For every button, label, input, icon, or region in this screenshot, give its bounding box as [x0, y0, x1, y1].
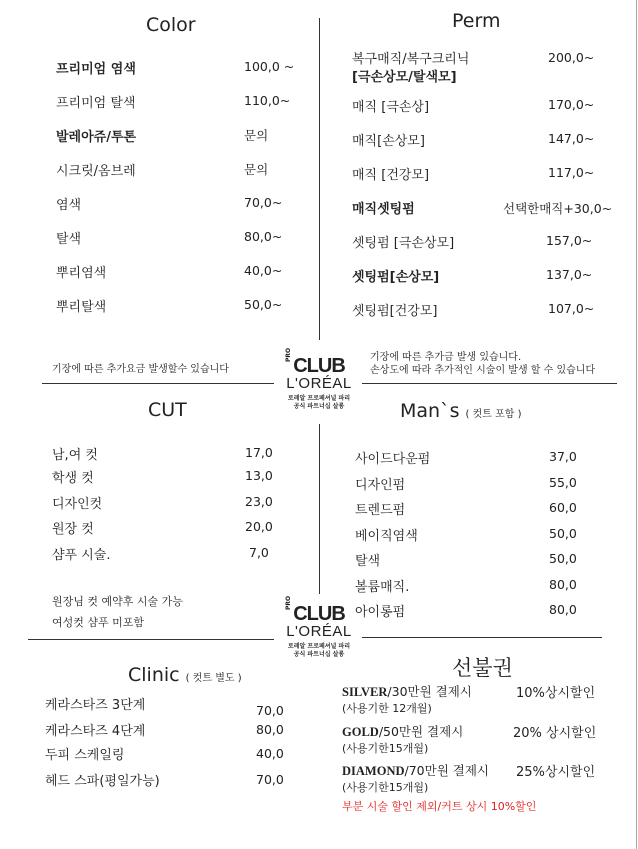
item-price: 170,0~ [548, 97, 595, 112]
clinic-title-text: Clinic [128, 664, 180, 686]
item-price: 137,0~ [546, 267, 593, 282]
item-name: 디자인컷 [52, 497, 103, 512]
item-price: 문의 [244, 128, 269, 143]
prepaid-amount: /70만원 결제시 [404, 763, 489, 778]
item-name: 시크릿/옴브레 [56, 164, 136, 179]
logo-caption-2: 공식 파트너십 살롱 [293, 403, 345, 410]
mans-title [400, 400, 522, 422]
cut-note-1: 원장님 컷 예약후 시술 가능 [52, 595, 183, 608]
center-divider-top [319, 18, 320, 340]
item-price: 7,0 [249, 545, 269, 560]
divider-left-1 [42, 383, 274, 384]
logo-club: CLUB [293, 603, 345, 625]
item-price: 80,0 [549, 577, 577, 592]
item-name: 매직셋팅펌 [352, 202, 415, 217]
item-name: 원장 컷 [52, 522, 94, 537]
perm-note-1: 기장에 따른 추가금 발생 있습니다. [370, 352, 522, 363]
prepaid-title: 선불권 [452, 656, 513, 680]
item-name: 케라스타즈 3단계 [45, 698, 146, 713]
item-name: 탈색 [355, 554, 381, 569]
item-price: 80,0 [549, 602, 577, 617]
item-price: 107,0~ [548, 301, 595, 316]
item-price: 55,0 [549, 475, 577, 490]
item-name: 디자인펌 [355, 478, 406, 493]
item-price: 200,0~ [548, 50, 595, 65]
item-name: 케라스타즈 4단계 [45, 724, 146, 739]
item-price: 70,0 [256, 703, 284, 718]
item-name: 프리미엄 탈색 [56, 96, 136, 111]
item-price: 60,0 [549, 500, 577, 515]
mans-subtitle: ( 컷트 포함 ) [465, 409, 522, 420]
item-name: 셋팅펌[건강모] [352, 304, 438, 319]
item-price: 40,0~ [244, 263, 283, 278]
item-name: 매직[손상모] [352, 134, 425, 149]
clinic-subtitle: ( 컷트 별도 ) [185, 673, 242, 684]
item-name: 셋팅펌[손상모] [352, 270, 440, 285]
item-name: 학생 컷 [52, 471, 94, 486]
prepaid-note: 부분 시술 할인 제외/커트 상시 10%할인 [342, 800, 537, 813]
item-name: 뿌리탈색 [56, 300, 107, 315]
item-price: 40,0 [256, 746, 284, 761]
prepaid-period: (사용기한15개월) [342, 742, 429, 755]
item-price: 147,0~ [548, 131, 595, 146]
prepaid-tier: GOLD [342, 725, 379, 739]
prepaid-discount: 25%상시할인 [516, 765, 596, 780]
item-price: 80,0 [256, 722, 284, 737]
item-price: 20,0 [245, 519, 273, 534]
item-name: 매직 [극손상] [352, 100, 430, 115]
item-name: 두피 스케일링 [45, 748, 125, 763]
prepaid-offer [342, 682, 472, 700]
club-loreal-logo [284, 347, 354, 411]
item-price: 110,0~ [244, 93, 291, 108]
prepaid-discount: 10%상시할인 [516, 686, 596, 701]
prepaid-tier: DIAMOND [342, 764, 405, 778]
item-name: 남,여 컷 [52, 448, 98, 463]
item-name: 아이롱펌 [355, 605, 406, 620]
item-name: 헤드 스파(평일가능) [45, 774, 160, 789]
logo-loreal: L'ORÉAL [286, 623, 352, 640]
club-loreal-logo [284, 595, 354, 659]
divider-left-2 [28, 639, 274, 640]
item-name: 복구매직/복구크리닉 [352, 52, 470, 67]
cut-note-2: 여성컷 샴푸 미포함 [52, 616, 145, 629]
item-price: 17,0 [245, 445, 273, 460]
page-border-right [636, 0, 637, 849]
item-price: 50,0~ [244, 297, 283, 312]
logo-caption-1: 로레알 프로페셔널 파리 [287, 395, 351, 402]
item-name: 트렌드펌 [355, 503, 406, 518]
item-name: 탈색 [56, 232, 82, 247]
item-price: 100,0 ~ [244, 59, 295, 74]
center-divider-middle [319, 424, 320, 594]
perm-title: Perm [452, 10, 501, 32]
mans-title-text: Man`s [400, 400, 460, 422]
item-price: 13,0 [245, 468, 273, 483]
divider-right-2 [362, 637, 602, 638]
item-price: 70,0~ [244, 195, 283, 210]
prepaid-period: (사용기한 12개월) [342, 702, 432, 715]
item-price: 선택한매직+30,0~ [503, 201, 613, 216]
item-name: 발레아쥬/투톤 [56, 130, 137, 145]
prepaid-offer [342, 761, 489, 779]
item-name: 매직 [건강모] [352, 168, 430, 183]
prepaid-amount: /50만원 결제시 [378, 724, 464, 739]
divider-right-1 [362, 383, 617, 384]
clinic-title [128, 664, 242, 686]
perm-note-2: 손상도에 따라 추가적인 시술이 발생 할 수 있습니다 [370, 365, 596, 376]
item-price: 50,0 [549, 526, 577, 541]
item-name: 프리미엄 염색 [56, 62, 136, 77]
item-name: 뿌리염색 [56, 266, 107, 281]
color-title: Color [146, 14, 196, 36]
prepaid-offer [342, 722, 463, 740]
logo-pro: PRO [285, 595, 292, 610]
item-name: 베이직염색 [355, 529, 418, 544]
cut-title: CUT [148, 399, 187, 421]
logo-caption-1: 로레알 프로페셔널 파리 [287, 643, 351, 650]
item-name: 셋팅펌 [극손상모] [352, 236, 455, 251]
item-name: 샴푸 시술. [52, 548, 111, 563]
item-price: 70,0 [256, 772, 284, 787]
item-price: 23,0 [245, 494, 273, 509]
logo-club: CLUB [293, 355, 345, 377]
item-price: 37,0 [549, 449, 577, 464]
prepaid-period: (사용기한15개월) [342, 781, 429, 794]
item-name: 염색 [56, 198, 82, 213]
logo-caption-2: 공식 파트너십 살롱 [293, 651, 345, 658]
logo-pro: PRO [285, 347, 292, 362]
item-price: 80,0~ [244, 229, 283, 244]
item-name: 사이드다운펌 [355, 452, 431, 467]
color-note: 기장에 따른 추가요금 발생할수 있습니다 [52, 364, 229, 375]
item-price: 157,0~ [546, 233, 593, 248]
prepaid-tier: SILVER [342, 685, 388, 699]
logo-loreal: L'ORÉAL [286, 375, 352, 392]
item-price: 50,0 [549, 551, 577, 566]
prepaid-amount: /30만원 결제시 [387, 684, 472, 699]
item-subname: [극손상모/탈색모] [352, 70, 457, 85]
item-price: 문의 [244, 162, 269, 177]
item-name: 볼륨매직. [355, 580, 410, 595]
prepaid-discount: 20% 상시할인 [513, 726, 597, 741]
item-price: 117,0~ [548, 165, 595, 180]
